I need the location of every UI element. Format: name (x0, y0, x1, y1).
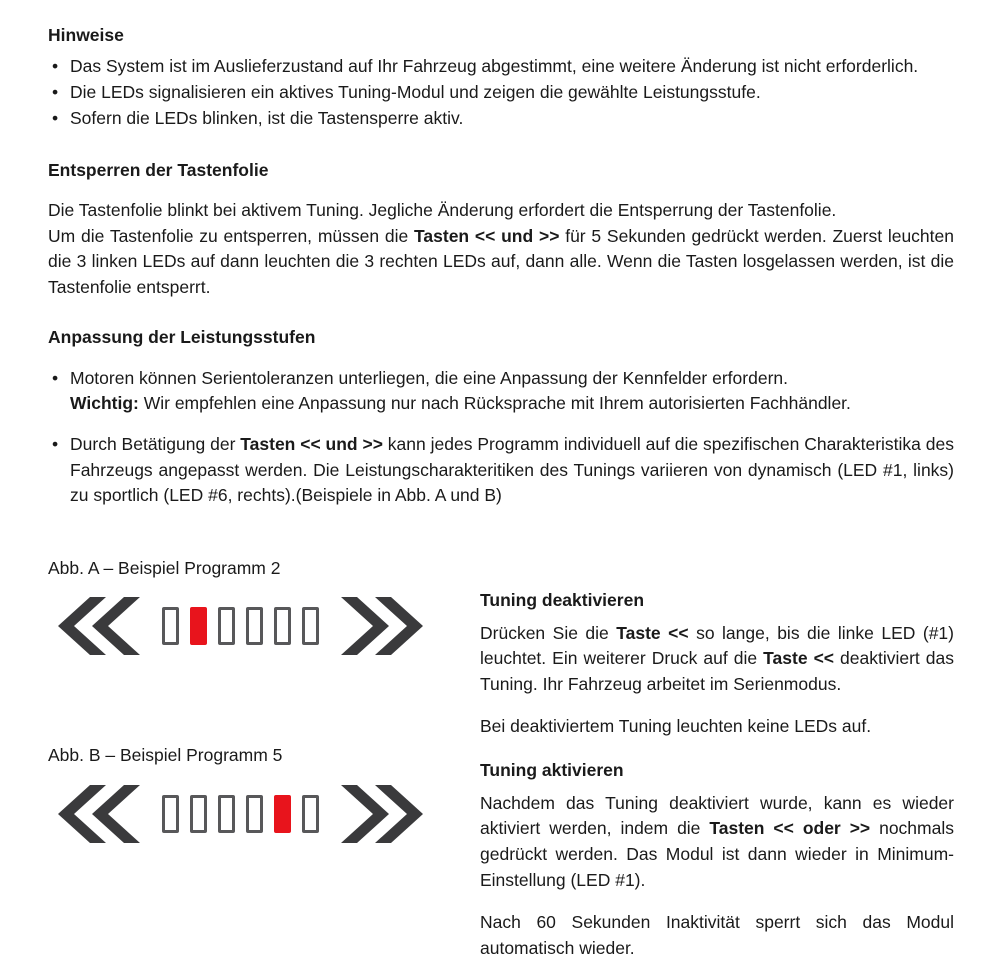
chevron-left-icon[interactable] (48, 595, 144, 657)
adjust-item2-buttons: Tasten << und >> (240, 434, 383, 455)
adjust-list (48, 366, 954, 509)
bullet-icon: • (52, 367, 59, 388)
deactivate-p1-button2: Taste << (763, 648, 835, 669)
figure-b (48, 783, 468, 845)
adjust-heading: Anpassung der Leistungsstufen (48, 326, 316, 347)
figure-a-caption: Abb. A – Beispiel Programm 2 (48, 558, 281, 578)
chevron-left-icon[interactable] (48, 783, 144, 845)
led-indicator-5 (274, 795, 291, 833)
figure-a (48, 595, 468, 657)
led-indicator-3 (218, 795, 235, 833)
chevron-right-icon[interactable] (337, 595, 433, 657)
led-indicator-1 (162, 607, 179, 645)
deactivate-p1-part1: Drücken Sie die (480, 622, 617, 643)
activate-p1-buttons: Tasten << oder >> (709, 818, 871, 839)
led-indicator-5 (274, 607, 291, 645)
notes-heading: Hinweise (48, 25, 124, 45)
activate-paragraph-2: Nach 60 Sekunden Inaktivität sperrt sich das Modul automatisch wieder. (480, 912, 954, 959)
led-indicator-1 (162, 795, 179, 833)
adjust-item2-part2: kann jedes Programm individuell auf die spezifischen Charakteristika des Fahrzeugs angepasst werden. Die Leistungscharakteritiken des Tunings variieren von dynamisch (LED #1, links) zu sportlich (LED #6, rechts).(Beispiele in Abb. A und B) (70, 434, 954, 505)
deactivate-paragraph-2: Bei deaktiviertem Tuning leuchten keine LEDs auf. (480, 716, 872, 737)
led-indicator-2 (190, 607, 207, 645)
unlock-paragraph-1: Die Tastenfolie blinkt bei aktivem Tuning. Jegliche Änderung erfordert die Entsperrung der Tastenfolie. (48, 200, 837, 221)
instructions-column (480, 588, 954, 978)
led-indicator-2 (190, 795, 207, 833)
led-row-b (162, 795, 319, 833)
unlock-p2-buttons: Tasten << und >> (414, 225, 560, 246)
activate-heading: Tuning aktivieren (480, 760, 624, 781)
document-body (48, 24, 954, 509)
notes-list (48, 54, 954, 132)
activate-p1-part2: nochmals gedrückt werden. Das Modul ist dann wieder in Minimum-Einstellung (LED #1). (480, 818, 954, 891)
figure-b-caption: Abb. B – Beispiel Programm 5 (48, 745, 283, 766)
bullet-icon: • (52, 108, 59, 129)
list-item (48, 106, 954, 131)
adjust-item1-line1: Motoren können Serientoleranzen unterliegen, die eine Anpassung der Kennfelder erfordern. (70, 367, 788, 388)
chevron-right-icon[interactable] (337, 783, 433, 845)
led-row-a (162, 607, 319, 645)
list-item-text: Die LEDs signalisieren ein aktives Tuning-Modul und zeigen die gewählte Leistungsstufe. (70, 82, 761, 102)
deactivate-heading: Tuning deaktivieren (480, 590, 645, 610)
led-indicator-4 (246, 607, 263, 645)
list-item (48, 432, 954, 508)
list-item (48, 54, 954, 79)
deactivate-paragraph-1 (480, 621, 954, 699)
list-item (48, 80, 954, 105)
bullet-icon: • (52, 434, 59, 455)
list-item-text: Das System ist im Auslieferzustand auf Ihr Fahrzeug abgestimmt, eine weitere Änderung ist nicht erforderlich. (70, 55, 919, 76)
figures-column (48, 556, 468, 845)
bullet-icon: • (52, 55, 59, 76)
led-indicator-3 (218, 607, 235, 645)
bullet-icon: • (52, 82, 59, 102)
led-indicator-6 (302, 795, 319, 833)
activate-p1-part1: Nachdem das Tuning deaktiviert wurde, kann es wieder aktiviert werden, indem die (480, 792, 954, 839)
unlock-paragraph-2 (48, 224, 954, 300)
unlock-p2-part1: Um die Tastenfolie zu entsperren, müssen die (48, 225, 415, 246)
led-indicator-6 (302, 607, 319, 645)
adjust-item2-part1: Durch Betätigung der (70, 434, 241, 455)
deactivate-p1-part3: deaktiviert das Tuning. Ihr Fahrzeug arbeitet im Serienmodus. (480, 648, 955, 695)
deactivate-p1-part2: so lange, bis die linke LED (#1) leuchtet. Ein weiterer Druck auf die (480, 622, 954, 669)
led-indicator-4 (246, 795, 263, 833)
adjust-item1-important: Wichtig: (70, 392, 139, 413)
activate-paragraph-1 (480, 791, 954, 895)
list-item-text: Sofern die LEDs blinken, ist die Tastensperre aktiv. (70, 108, 464, 129)
unlock-heading: Entsperren der Tastenfolie (48, 159, 269, 180)
unlock-p2-part2: für 5 Sekunden gedrückt werden. Zuerst leuchten die 3 linken LEDs auf dann leuchten die 3 rechten LEDs auf, dann alle. Wenn die Tasten losgelassen werden, ist die Tastenfolie entsperrt. (48, 225, 954, 297)
list-item (48, 366, 954, 417)
deactivate-p1-button1: Taste << (616, 622, 689, 643)
adjust-item1-line2: Wir empfehlen eine Anpassung nur nach Rücksprache mit Ihrem autorisierten Fachhändler. (138, 392, 851, 413)
